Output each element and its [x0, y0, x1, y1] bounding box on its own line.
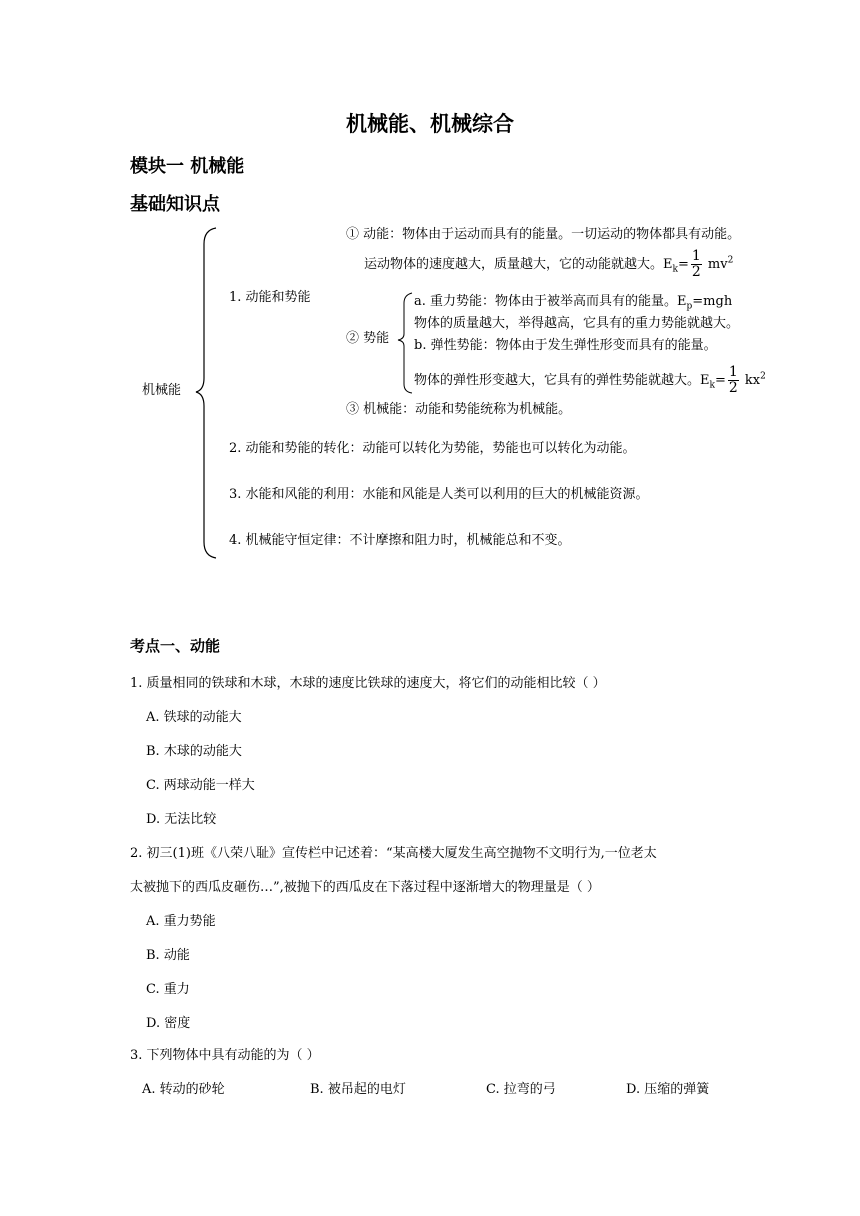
outline-item-2: 2. 动能和势能的转化：动能可以转化为势能，势能也可以转化为动能。: [229, 441, 636, 456]
q2-option-b: B. 动能: [146, 948, 190, 963]
kinetic-definition: ① 动能：物体由于运动而具有的能量。一切运动的物体都具有动能。: [346, 227, 741, 242]
section-heading-kinetic: 考点一、动能: [130, 637, 221, 655]
outline-item-1: 1. 动能和势能: [229, 290, 311, 305]
kinetic-eq: =: [677, 257, 689, 272]
q3-option-a: A. 转动的砂轮: [142, 1082, 225, 1097]
potential-brace: [398, 293, 412, 393]
q2-stem-line2: 太被抛下的西瓜皮砸伤…”,被抛下的西瓜皮在下落过程中逐渐增大的物理量是（ ）: [130, 880, 600, 895]
q2-option-d: D. 密度: [146, 1016, 191, 1031]
kinetic-formula-line: [364, 249, 733, 280]
basics-heading: 基础知识点: [130, 194, 220, 215]
page-title: 机械能、机械综合: [346, 112, 514, 136]
gravity-description: 物体的质量越大，举得越高，它具有的重力势能就越大。: [414, 316, 740, 331]
q1-stem: 1. 质量相同的铁球和木球，木球的速度比铁球的速度大，将它们的动能相比较（ ）: [130, 676, 606, 691]
outline-root: 机械能: [142, 383, 182, 398]
q3-option-b: B. 被吊起的电灯: [310, 1082, 406, 1097]
q2-option-a: A. 重力势能: [146, 914, 216, 929]
fraction-half: $\frac{1}{2}$: [691, 248, 701, 280]
outline-item-4: 4. 机械能守恒定律：不计摩擦和阻力时，机械能总和不变。: [229, 533, 571, 548]
outline-item-3: 3. 水能和风能的利用：水能和风能是人类可以利用的巨大的机械能资源。: [229, 487, 649, 502]
q1-option-d: D. 无法比较: [146, 812, 217, 827]
kinetic-text: 运动物体的速度越大，质量越大，它的动能就越大。E: [364, 257, 673, 272]
mechanical-energy-definition: ③ 机械能：动能和势能统称为机械能。: [346, 402, 572, 417]
q2-stem-line1: 2. 初三(1)班《八荣八耻》宣传栏中记述着：“某高楼大厦发生高空抛物不文明行为,一位老太: [130, 846, 657, 861]
gravity-definition: a. 重力势能：物体由于被举高而具有的能量。$E_p=mgh$: [414, 294, 733, 312]
potential-label: ② 势能: [346, 331, 390, 346]
q1-option-a: A. 铁球的动能大: [146, 710, 242, 725]
q3-stem: 3. 下列物体中具有动能的为（ ）: [130, 1048, 320, 1063]
elastic-definition: b. 弹性势能：物体由于发生弹性形变而具有的能量。: [414, 338, 717, 353]
kinetic-sub: k: [672, 264, 678, 275]
q2-option-c: C. 重力: [146, 982, 190, 997]
main-brace: [196, 228, 216, 558]
q1-option-c: C. 两球动能一样大: [146, 778, 255, 793]
kinetic-sup: 2: [727, 255, 734, 266]
q3-option-c: C. 拉弯的弓: [486, 1082, 556, 1097]
fraction-half-elastic: $\frac{1}{2}$: [728, 364, 738, 396]
module-heading: 模块一 机械能: [130, 156, 245, 177]
q1-option-b: B. 木球的动能大: [146, 744, 242, 759]
elastic-formula-line: 物体的弹性形变越大，它具有的弹性势能就越大。$E_k=$ $\frac{1}{2}$ $kx^2$: [414, 364, 766, 396]
kinetic-tail: mv: [703, 257, 728, 272]
q3-option-d: D. 压缩的弹簧: [626, 1082, 710, 1097]
